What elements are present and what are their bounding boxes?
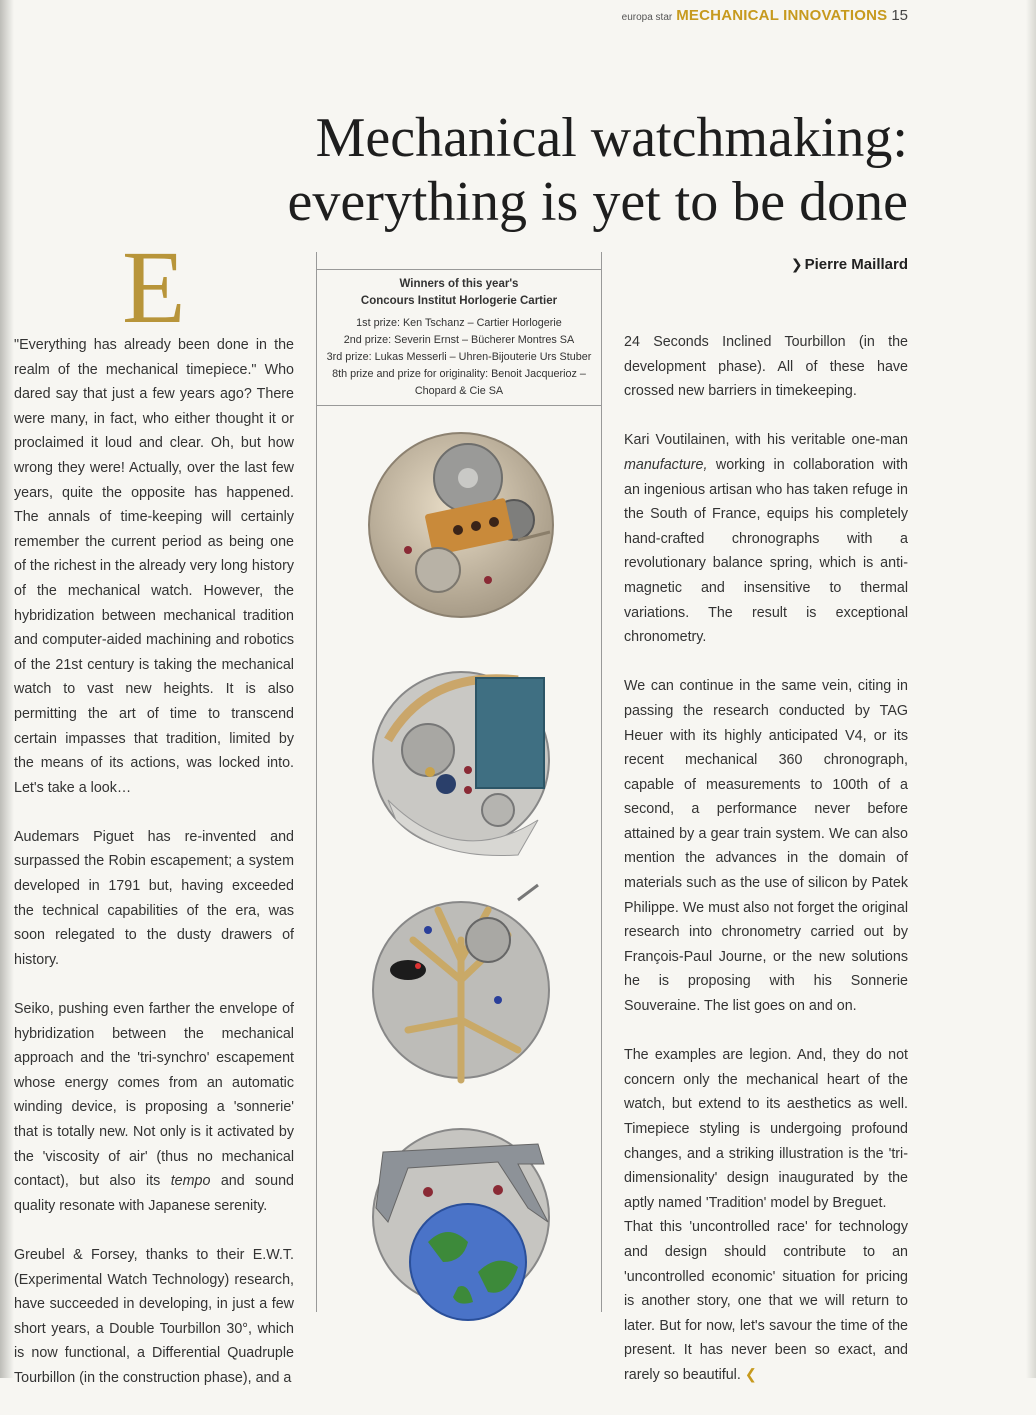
winners-heading-1: Winners of this year's <box>399 278 519 290</box>
section-name: MECHANICAL INNOVATIONS <box>676 7 888 24</box>
winners-heading-2: Concours Institut Horlogerie Cartier <box>360 295 558 307</box>
winners-box <box>318 276 600 400</box>
title-line-1: Mechanical watchmaking: <box>315 107 908 169</box>
article-title <box>287 106 908 234</box>
watch-movement-image-4 <box>368 1112 554 1322</box>
watch-movement-image-1 <box>368 420 554 630</box>
kari-emphasis: manufacture, <box>624 456 708 473</box>
prize-2nd: 2nd prize: Severin Ernst – Bücherer Montres SA <box>343 334 575 346</box>
center-column-rule-right <box>601 252 602 1312</box>
kari-text-2: working in collaboration with an ingenious artisan who has taken refuge in the South of France, equips his completely hand-crafted chronographs with a revolutionary balance spring, which is anti-magnetic and insensitive to thermal variations. The result is exceptional chronometry. <box>624 456 908 646</box>
audemars-paragraph: Audemars Piguet has re-invented and surpassed the Robin escapement; a system developed in 1791 but, having exceeded the technical capabilities of the era, was soon relegated to the dusty drawers of history. <box>14 828 294 968</box>
tag-heuer-paragraph: We can continue in the same vein, citing in passing the research conducted by TAG Heuer with its highly anticipated V4, or its recent mechanical 360 chronograph, capable of measurements to 100th of a second, a performance never before attained by a gear train system. We can also mention the advances in the domain of materials such as the use of silicon by Patek Philippe. We must also not forget the original research into chronometry carried out by François-Paul Journe, or the new solutions he is proposing with his Sonnerie Souveraine. The list goes on and on. <box>624 678 908 1015</box>
author-marker-icon: ❯ <box>790 256 803 272</box>
examples-paragraph: The examples are legion. And, they do not concern only the mechanical heart of the watch, but extend to its aesthetics as well. Timepiece styling is undergoing profound changes, and a striking illustration is the 'tri-dimensionality' design inaugurated by the aptly named 'Tradition' model by Breguet. <box>624 1047 908 1211</box>
seiko-paragraph <box>14 997 294 1218</box>
greubel-paragraph: Greubel & Forsey, thanks to their E.W.T. (Experimental Watch Technology) research, have succeeded in developing, in just a few short years, a Double Tourbillon 30°, which is now functional, a Differential Quadruple Tourbillon (in the construction phase), and a <box>14 1246 294 1386</box>
page-number: 15 <box>891 7 908 24</box>
watch-movement-image-2 <box>368 650 554 860</box>
end-mark-icon: ❮ <box>744 1366 757 1383</box>
seiko-text-2: and sound quality resonate with Japanese serenity. <box>14 1173 294 1214</box>
author-byline <box>791 256 908 273</box>
winners-box-bottom-rule <box>316 405 602 406</box>
kari-text-1: Kari Voutilainen, with his veritable one-man <box>624 432 908 449</box>
left-column <box>14 333 294 1415</box>
magazine-brand: europa star <box>621 12 673 23</box>
center-column-rule-left <box>316 252 317 1312</box>
title-line-2: everything is yet to be done <box>287 171 908 233</box>
watch-movement-image-3 <box>368 880 554 1090</box>
running-head <box>622 6 908 28</box>
author-name: Pierre Maillard <box>804 256 908 273</box>
winners-box-top-rule <box>316 269 602 270</box>
voutilainen-paragraph <box>624 428 908 649</box>
seiko-emphasis: tempo <box>170 1173 211 1190</box>
page-edge-shadow <box>1026 0 1036 1378</box>
prize-1st: 1st prize: Ken Tschanz – Cartier Horlogerie <box>356 317 562 329</box>
prize-3rd: 3rd prize: Lukas Messerli – Uhren-Bijouterie Urs Stuber <box>326 351 592 363</box>
closing-paragraph <box>624 1215 908 1387</box>
tourbillon-continuation: 24 Seconds Inclined Tourbillon (in the development phase). All of these have crossed new barriers in timekeeping. <box>624 334 908 400</box>
right-column <box>624 330 908 1412</box>
prize-8th: 8th prize and prize for originality: Benoit Jacquerioz – Chopard & Cie SA <box>332 368 586 397</box>
drop-cap: E <box>122 230 186 345</box>
seiko-text-1: Seiko, pushing even farther the envelope of hybridization between the mechanical approach and the 'tri-synchro' escapement whose energy comes from an automatic winding device, is proposing a 'sonnerie' that is totally new. Not only is it activated by the 'viscosity of air' (thus no mechanical contact), but also its <box>14 1001 294 1190</box>
intro-paragraph: "Everything has already been done in the realm of the mechanical timepiece." Who dared say that just a few years ago? There were many, in fact, who either thought it or proclaimed it loud and clear. Oh, but how wrong they were! Actually, over the last few years, quite the opposite has happened. The annals of time-keeping will certainly remember the current period as being one of the richest in the already very long history of the mechanical watch. However, the hybridization between mechanical tradition and computer-aided machining and robotics of the 21st century is taking the mechanical watch to vast new heights. It is also permitting the art of time to transcend certain impasses that tradition, limited by the means of its actions, was locked into. Let's take a look… <box>14 337 294 796</box>
closing-text: That this 'uncontrolled race' for technology and design should contribute to an 'uncontrolled economic' situation for pricing is another story, one that we will return to later. But for now, let's savour the time of the present. It has never been so exact, and rarely so beautiful. <box>624 1219 908 1383</box>
page-gutter-shadow <box>0 0 14 1378</box>
